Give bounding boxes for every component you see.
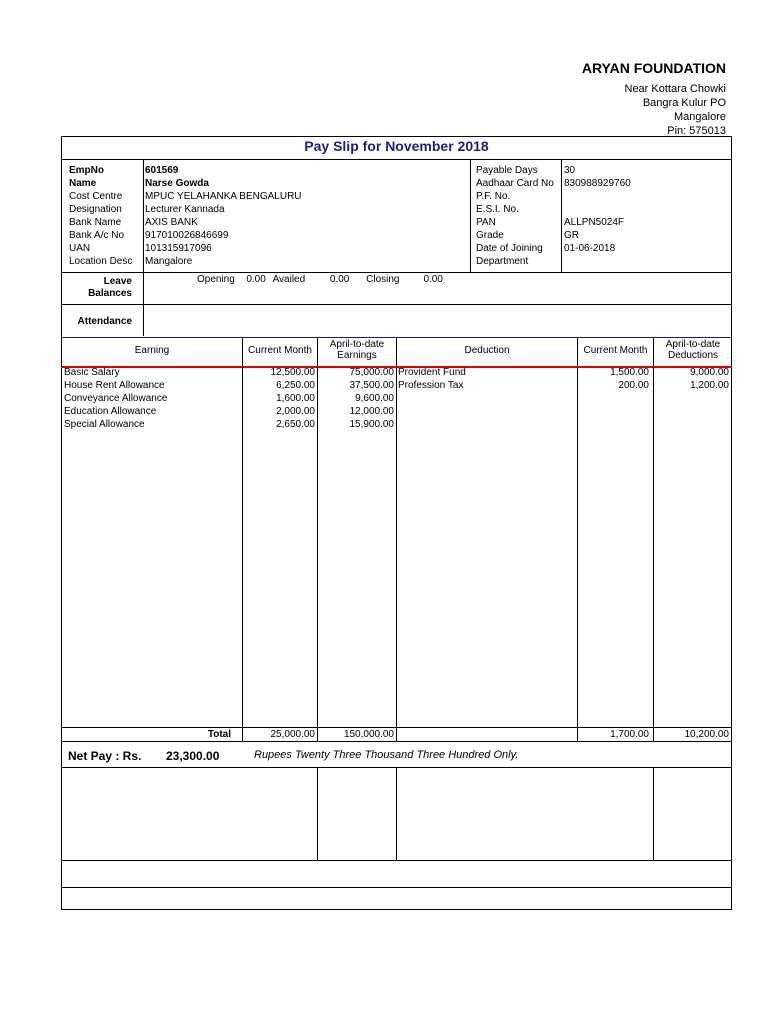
- header-current-month: Current Month: [248, 345, 312, 356]
- earning-ytd: 12,000.00: [349, 406, 394, 417]
- column-divider: [317, 767, 318, 860]
- label-pan: PAN: [476, 217, 496, 228]
- company-name: ARYAN FOUNDATION: [581, 60, 726, 76]
- label-grade: Grade: [476, 230, 504, 241]
- label-bank-name: Bank Name: [69, 217, 122, 228]
- employee-labels-left: [69, 164, 132, 268]
- deduction-ytd: 9,000.00: [690, 367, 729, 378]
- earning-current: 1,600.00: [276, 393, 315, 404]
- net-pay-amount: 23,300.00: [166, 749, 220, 763]
- leave-label-line: Leave: [103, 276, 132, 287]
- label-uan: UAN: [69, 243, 91, 254]
- divider: [561, 159, 562, 272]
- earning-name: Basic Salary: [64, 367, 120, 378]
- divider: [470, 159, 471, 272]
- deductions-current: [578, 366, 649, 392]
- label-aadhaar: Aadhaar Card No: [476, 178, 554, 189]
- label-date-of-joining: Date of Joining: [476, 243, 543, 254]
- employee-labels-right: [476, 164, 554, 268]
- header-earning: Earning: [134, 345, 170, 356]
- address-line: Near Kottara Chowki: [624, 83, 726, 95]
- address-line: Mangalore: [674, 111, 726, 123]
- net-pay-words: Rupees Twenty Three Thousand Three Hundred Only.: [254, 749, 519, 761]
- earnings-current: [243, 366, 315, 431]
- attendance-label: Attendance: [77, 316, 132, 327]
- opening-label: Opening: [197, 274, 235, 285]
- earning-ytd: 75,000.00: [349, 367, 394, 378]
- availed-value: 0.00: [329, 274, 350, 285]
- header-current-month-deduction: Current Month: [583, 345, 648, 356]
- divider: [61, 304, 732, 305]
- address-line: Bangra Kulur PO: [642, 97, 726, 109]
- value-designation: Lecturer Kannada: [145, 204, 225, 215]
- value-pan: ALLPN5024F: [564, 217, 625, 228]
- divider: [61, 741, 732, 742]
- value-esi-no: [564, 203, 631, 216]
- column-divider: [396, 337, 397, 741]
- deduction-name: Profession Tax: [398, 380, 464, 391]
- earning-current: 2,650.00: [276, 419, 315, 430]
- column-divider: [653, 337, 654, 741]
- availed-label: Availed: [272, 274, 306, 285]
- earning-name: Special Allowance: [64, 419, 145, 430]
- value-date-of-joining: 01-06-2018: [564, 243, 616, 254]
- closing-value: 0.00: [423, 274, 443, 285]
- leave-label-line: Balances: [88, 288, 132, 299]
- label-bank-account: Bank A/c No: [69, 230, 125, 241]
- divider: [61, 159, 732, 160]
- value-aadhaar: 830988929760: [564, 178, 631, 189]
- label-pf-no: P.F. No.: [476, 191, 511, 202]
- value-bank-account: 917010026846699: [145, 230, 229, 241]
- value-location: Mangalore: [145, 256, 193, 267]
- address-line: Pin: 575013: [667, 125, 726, 137]
- label-name: Name: [69, 178, 97, 189]
- earning-current: 12,500.00: [270, 367, 315, 378]
- value-pf-no: [564, 190, 631, 203]
- employee-values-right: [564, 164, 631, 268]
- column-divider: [653, 767, 654, 860]
- header-ytd-deductions: [654, 339, 732, 361]
- earnings-ytd: [318, 366, 394, 431]
- total-ded-current: 1,700.00: [610, 729, 649, 740]
- divider: [61, 860, 732, 861]
- total-ded-ytd: 10,200.00: [684, 729, 729, 740]
- value-grade: GR: [564, 230, 579, 241]
- opening-value: 0.00: [246, 274, 266, 285]
- payslip-title: Pay Slip for November 2018: [304, 138, 489, 154]
- earning-current: 2,000.00: [276, 406, 315, 417]
- net-pay-label: Net Pay : Rs.: [68, 749, 142, 763]
- divider: [61, 272, 732, 273]
- header-line: April-to-date: [665, 339, 721, 350]
- label-esi-no: E.S.I. No.: [476, 204, 519, 215]
- deduction-name: Provident Fund: [398, 367, 466, 378]
- label-designation: Designation: [69, 204, 122, 215]
- value-name: Narse Gowda: [145, 178, 209, 189]
- value-payable-days: 30: [564, 165, 576, 176]
- total-label: Total: [207, 729, 231, 740]
- label-department: Department: [476, 256, 529, 267]
- total-earn-ytd: 150,000.00: [343, 729, 394, 740]
- earning-name: House Rent Allowance: [64, 380, 165, 391]
- value-department: [564, 255, 631, 268]
- divider: [143, 159, 144, 272]
- label-location: Location Desc: [69, 256, 133, 267]
- earning-name: Conveyance Allowance: [64, 393, 168, 404]
- header-line: Deductions: [667, 350, 719, 361]
- earnings-names: [64, 366, 167, 431]
- earning-ytd: 37,500.00: [349, 380, 394, 391]
- label-cost-centre: Cost Centre: [69, 191, 123, 202]
- value-cost-centre: MPUC YELAHANKA BENGALURU: [145, 191, 302, 202]
- company-address: [625, 82, 727, 138]
- column-divider: [577, 337, 578, 741]
- label-payable-days: Payable Days: [476, 165, 538, 176]
- total-earn-current: 25,000.00: [270, 729, 315, 740]
- deduction-current: 200.00: [618, 380, 649, 391]
- deductions-ytd: [654, 366, 729, 392]
- employee-values-left: [145, 164, 302, 268]
- earning-current: 6,250.00: [276, 380, 315, 391]
- header-line: April-to-date: [329, 339, 385, 350]
- label-empno: EmpNo: [69, 165, 104, 176]
- leave-balances-label: [62, 276, 132, 300]
- value-empno: 601569: [145, 165, 179, 176]
- value-bank-name: AXIS BANK: [145, 217, 198, 228]
- deduction-names: [398, 366, 466, 392]
- divider: [61, 887, 732, 888]
- earning-ytd: 9,600.00: [355, 393, 394, 404]
- column-divider: [396, 767, 397, 860]
- earning-ytd: 15,900.00: [349, 419, 394, 430]
- deduction-ytd: 1,200.00: [690, 380, 729, 391]
- earning-name: Education Allowance: [64, 406, 157, 417]
- header-deduction: Deduction: [464, 345, 510, 356]
- closing-label: Closing: [366, 274, 400, 285]
- header-ytd-earnings: [318, 339, 396, 361]
- header-line: Earnings: [337, 350, 377, 361]
- leave-values: [197, 274, 443, 285]
- deduction-current: 1,500.00: [610, 367, 649, 378]
- value-uan: 101315917096: [145, 243, 212, 254]
